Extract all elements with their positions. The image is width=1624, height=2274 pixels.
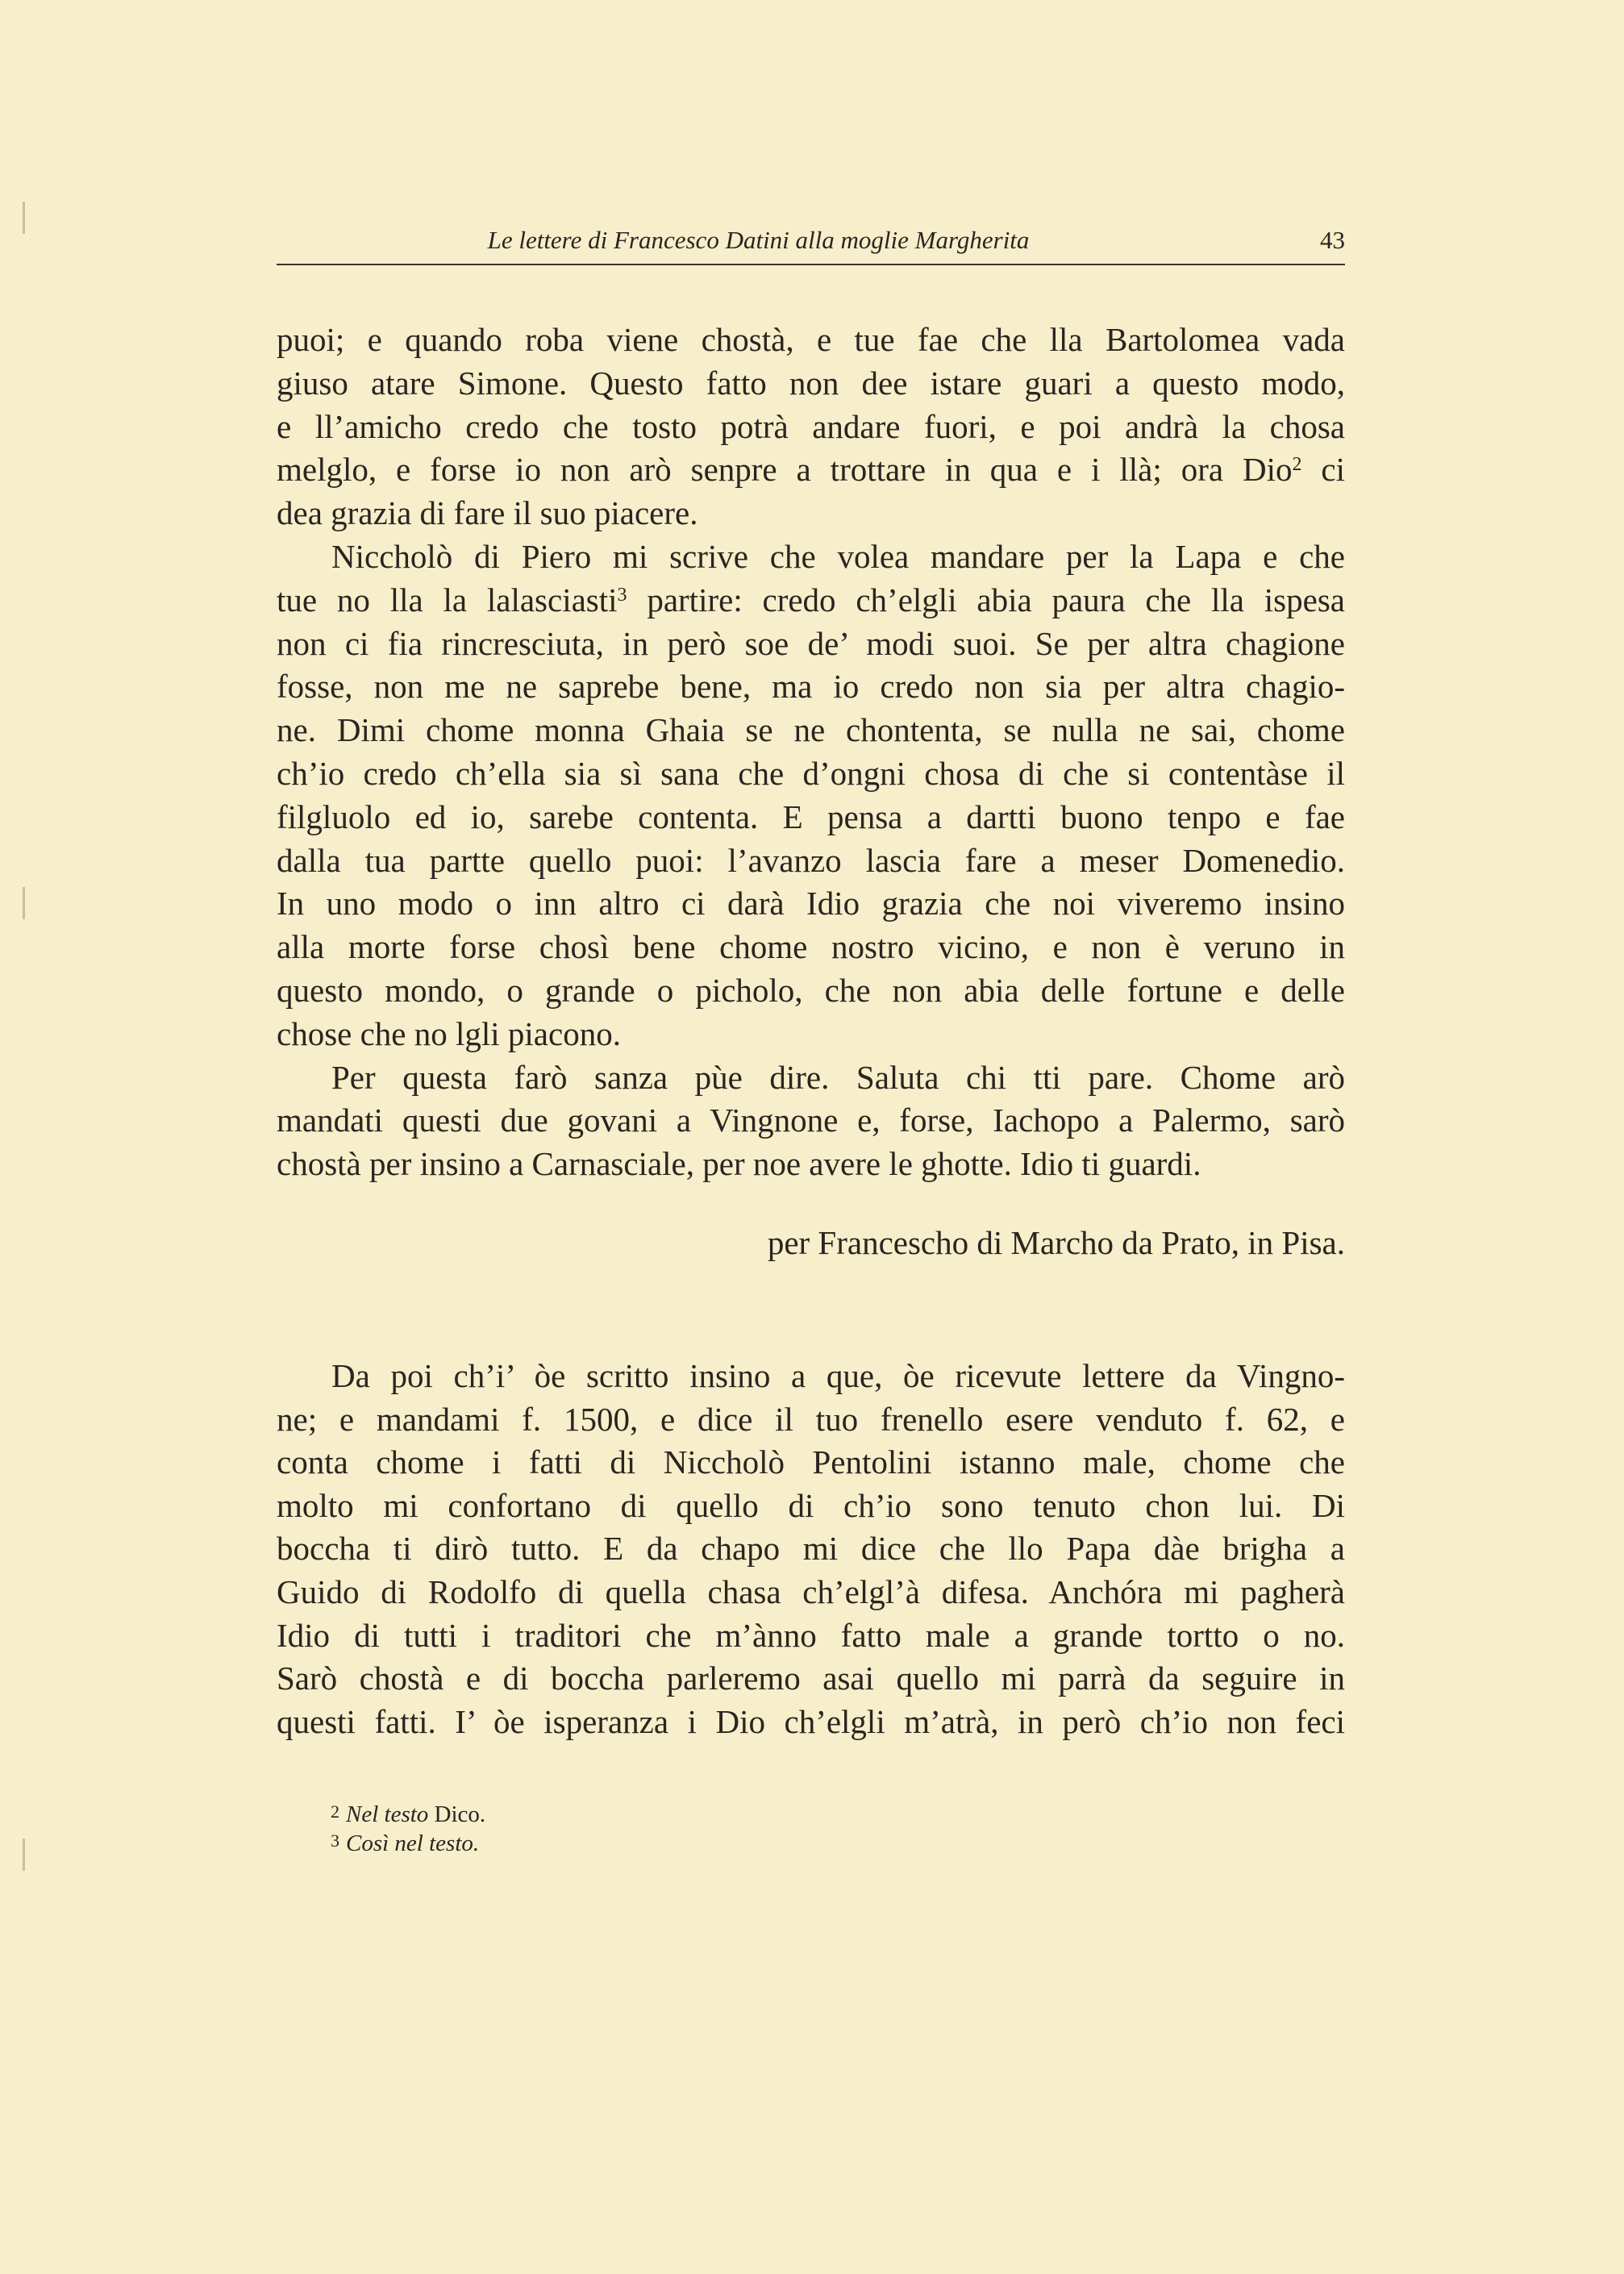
footnote-text: Dico. <box>428 1801 486 1827</box>
text-line: dea grazia di fare il suo piacere. <box>277 494 698 532</box>
text-line: dalla tua partte quello puoi: l’avanzo lascia fare a meser Domenedio. <box>277 841 1345 879</box>
text-line: Per questa farò sanza pùe dire. Saluta chi tti pare. Chome arò <box>331 1058 1345 1096</box>
text-line: giuso atare Simone. Questo fatto non dee istare guari a questo modo, <box>277 364 1345 402</box>
paragraph-2 <box>277 535 1345 1056</box>
text-line: chostà per insino a Carnasciale, per noe avere le ghotte. Idio ti guardi. <box>277 1145 1201 1183</box>
text-line: ch’io credo ch’ella sia sì sana che d’ongni chosa di che si contentàse il <box>277 754 1345 792</box>
postscript <box>277 1355 1345 1743</box>
text-line: ne; e mandami f. 1500, e dice il tuo frenello esere venduto f. 62, e <box>277 1400 1345 1438</box>
footnote-number: 3 <box>331 1830 339 1851</box>
text-line: filgluolo ed io, sarebe contenta. E pensa a dartti buono tenpo e fae <box>277 798 1345 835</box>
text-line <box>277 448 1345 492</box>
page-number: 43 <box>1320 226 1345 254</box>
text-line: questo mondo, o grande o picholo, che non abia delle fortune e delle <box>277 971 1345 1009</box>
text-line: Niccholò di Piero mi scrive che volea mandare per la Lapa e che <box>331 537 1345 575</box>
text-line: In uno modo o inn altro ci darà Idio grazia che noi viveremo insino <box>277 885 1345 923</box>
line-text: melglo, e forse io non arò senpre a trottare in qua e i llà; ora Dio <box>277 451 1293 489</box>
text-line: non ci fia rincresciuta, in però soe de’ modi suoi. Se per altra chagione <box>277 624 1345 662</box>
footnote <box>331 1800 485 1829</box>
text-line: chose che no lgli piacono. <box>277 1014 621 1052</box>
footnote-label: Così nel testo. <box>346 1830 480 1856</box>
text-line: questi fatti. I’ òe isperanza i Dio ch’elgli m’atrà, in però ch’io non feci <box>277 1702 1345 1740</box>
text-line: e ll’amicho credo che tosto potrà andare fuori, e poi andrà la chosa <box>277 407 1345 445</box>
text-line: Sarò chostà e di boccha parleremo asai quello mi parrà da seguire in <box>277 1660 1345 1697</box>
line-text: ci <box>1301 451 1346 489</box>
text-line: puoi; e quando roba viene chostà, e tue fae che lla Bartolomea vada <box>277 321 1345 358</box>
footnote-ref: 2 <box>1292 454 1302 476</box>
binding-mark <box>23 202 25 234</box>
text-line: Da poi ch’i’ òe scritto insino a que, òe ricevute lettere da Vingno- <box>331 1357 1345 1394</box>
running-title: Le lettere di Francesco Datini alla moglie Margherita <box>487 226 1030 254</box>
footnotes <box>331 1800 485 1858</box>
text-line: mandati questi due govani a Vingnone e, forse, Iachopo a Palermo, sarò <box>277 1102 1345 1139</box>
paragraph-3 <box>277 1056 1345 1186</box>
binding-mark <box>23 1839 25 1871</box>
text-line: Guido di Rodolfo di quella chasa ch’elgl’à difesa. Anchóra mi pagherà <box>277 1572 1345 1610</box>
text-line: fosse, non me ne saprebe bene, ma io credo non sia per altra chagio- <box>277 668 1345 706</box>
line-text: tue no lla la lalasciasti <box>277 581 618 618</box>
text-line: conta chome i fatti di Niccholò Pentolini istanno male, chome che <box>277 1443 1345 1481</box>
footnote <box>331 1829 485 1858</box>
footnote-ref: 3 <box>617 584 627 606</box>
footnote-number: 2 <box>331 1801 339 1822</box>
signature-line: per Francescho di Marcho da Prato, in Pisa. <box>767 1224 1345 1261</box>
text-line: molto mi confortano di quello di ch’io sono tenuto chon lui. Di <box>277 1486 1345 1524</box>
text-line: alla morte forse chosì bene chome nostro vicino, e non è veruno in <box>277 928 1345 966</box>
text-line: Idio di tutti i traditori che m’ànno fatto male a grande tortto o no. <box>277 1616 1345 1654</box>
text-line: boccha ti dirò tutto. E da chapo mi dice che llo Papa dàe brigha a <box>277 1530 1345 1568</box>
paragraph-1 <box>277 319 1345 535</box>
running-header <box>277 223 1345 263</box>
line-text: partire: credo ch’elgli abia paura che lla ispesa <box>627 581 1345 618</box>
header-rule <box>277 264 1345 265</box>
letter-body <box>277 319 1345 1186</box>
binding-mark <box>23 887 25 919</box>
text-line <box>277 579 1345 623</box>
footnote-label: Nel testo <box>346 1801 429 1827</box>
text-line: ne. Dimi chome monna Ghaia se ne chontenta, se nulla ne sai, chome <box>277 711 1345 749</box>
